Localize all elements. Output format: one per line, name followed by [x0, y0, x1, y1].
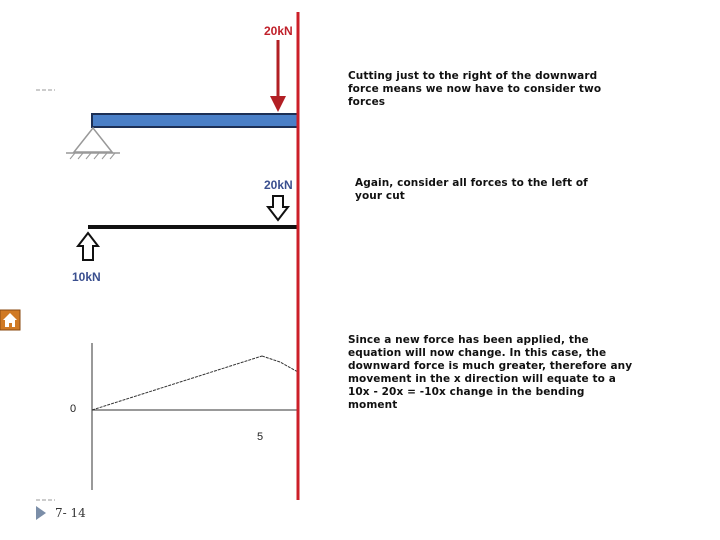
downward-force-arrow-icon — [270, 40, 286, 112]
reaction-force-label: 10kN — [72, 270, 101, 284]
note-2: Again, consider all forces to the left of your cut — [355, 177, 588, 202]
page-number: 7- 14 — [55, 506, 86, 520]
moment-rising-line — [92, 356, 262, 410]
moment-falling-line — [262, 356, 298, 372]
beam — [92, 114, 298, 127]
note-1: Cutting just to the right of the downward force means we now have to consider two forces — [348, 70, 602, 108]
down-arrow-icon — [268, 196, 288, 220]
next-slide-icon[interactable] — [36, 506, 46, 520]
middle-force-label: 20kN — [264, 178, 293, 192]
up-arrow-icon — [78, 233, 98, 260]
pin-support-icon — [66, 128, 120, 159]
note-3: Since a new force has been applied, the equation will now change. In this case, the downward force is much greater, therefore any movement in the x direction will equate to a 10x - 20x = -10x change in the bending moment — [348, 334, 633, 411]
home-icon[interactable] — [0, 310, 20, 330]
top-force-label: 20kN — [264, 24, 293, 38]
axis-tick-label: 5 — [257, 431, 264, 443]
axis-origin-label: 0 — [70, 403, 77, 415]
